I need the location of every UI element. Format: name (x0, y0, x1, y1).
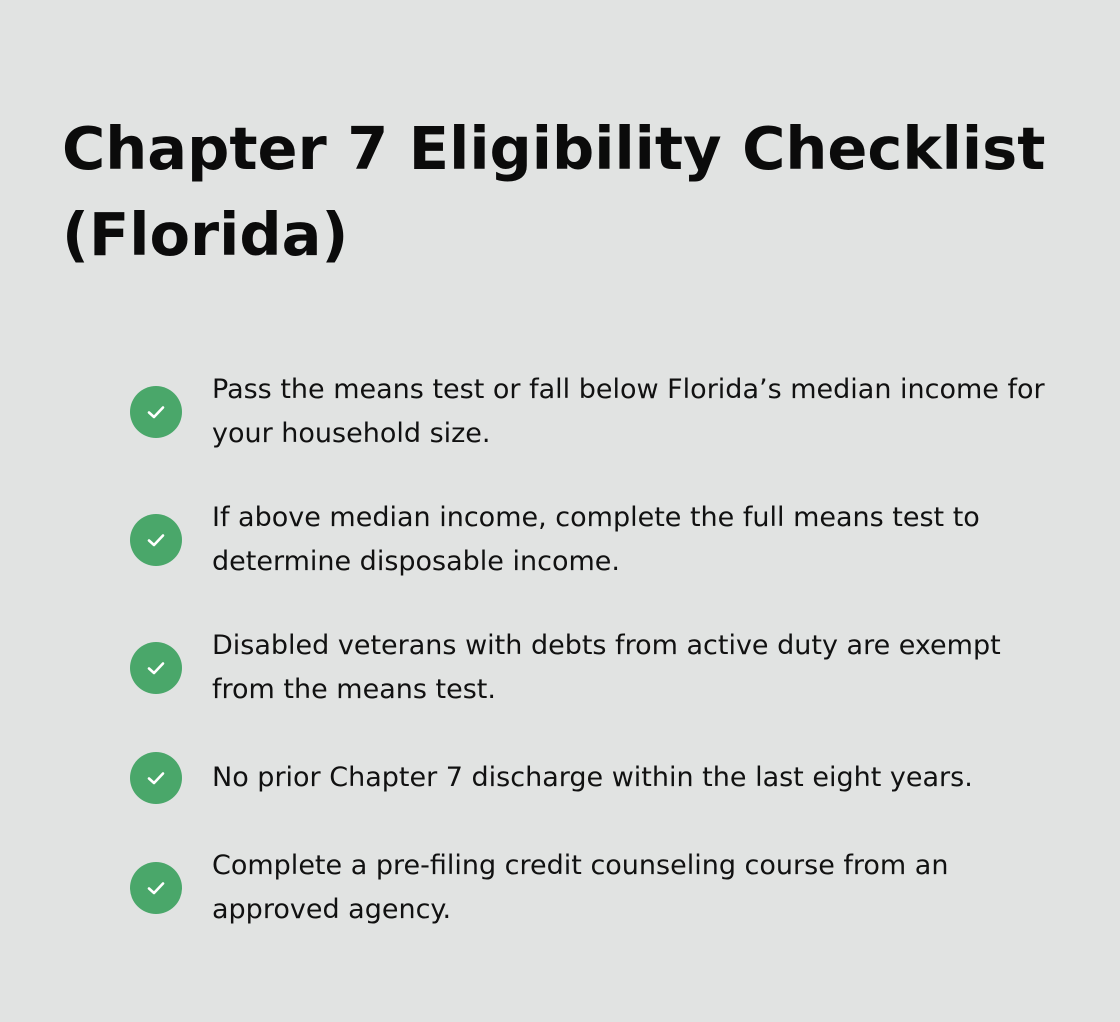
check-circle-icon (130, 752, 182, 804)
checklist-item-text: Complete a pre-filing credit counseling course from an approved agency. (212, 850, 949, 925)
checklist-item-text: Disabled veterans with debts from active duty are exempt from the means test. (212, 630, 1001, 705)
check-circle-icon (130, 862, 182, 914)
check-circle-icon (130, 642, 182, 694)
check-circle-icon (130, 386, 182, 438)
checklist-item-text: No prior Chapter 7 discharge within the last eight years. (212, 762, 973, 793)
checklist-item-text: Pass the means test or fall below Florida’s median income for your household size. (212, 374, 1045, 449)
page-title: Chapter 7 Eligibility Checklist (Florida) (62, 114, 1046, 269)
check-circle-icon (130, 514, 182, 566)
checklist-item-text: If above median income, complete the full means test to determine disposable income. (212, 502, 980, 577)
